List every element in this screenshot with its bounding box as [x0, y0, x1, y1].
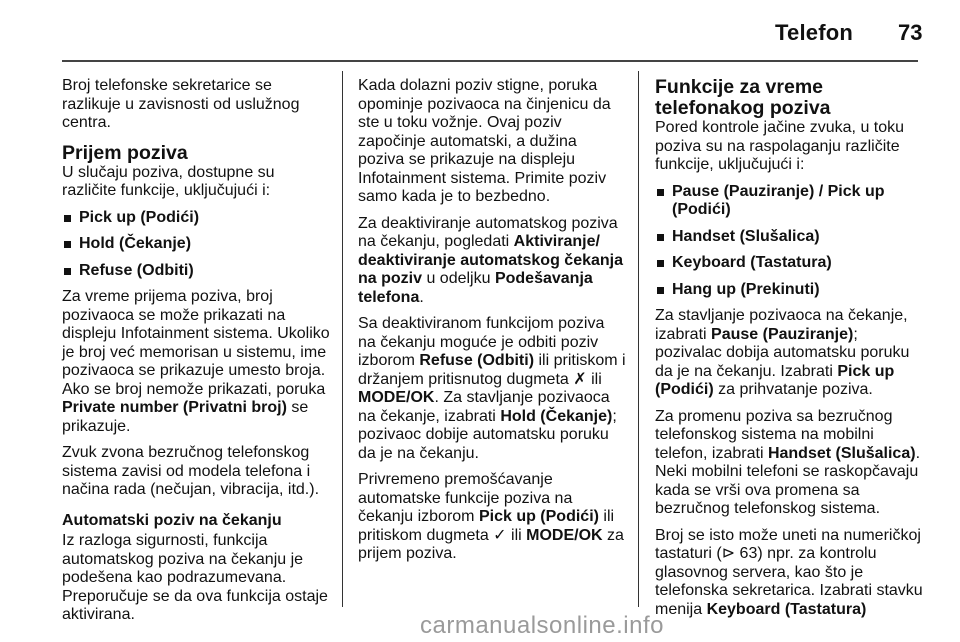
list-item: Hold (Čekanje) [62, 235, 330, 254]
paragraph: Kada dolazni poziv stigne, poruka opominje pozivaoca na činjenicu da ste u toku vožnje. Ovaj poziv započinje automatski, a dužina poziva se prikazuje na displeju Infotainment sistema. Primite poziv samo kada je to bezbedno. [358, 77, 611, 205]
watermark: carmanualsonline.info [420, 612, 664, 639]
pick-up-icon: ✓ [493, 526, 507, 544]
paragraph: Za stavljanje pozivaoca na čekanje, izabrati Pause (Pauziranje); pozivalac dobija automatsku poruku da je na čekanju. Izabrati Pick up (Podići) za prihvatanje poziva. [655, 307, 910, 398]
reference-arrow-icon: ⊳ [721, 545, 736, 562]
list-item: Pause (Pauziranje) / Pick up (Podići) [655, 183, 923, 220]
paragraph: Za deaktiviranje automatskog poziva na čekanju, pogledati Aktiviranje/ deaktiviranje automatskog čekanja na poziv u odeljku Podešavanja telefona. [358, 214, 623, 306]
bullet-icon [657, 287, 664, 294]
list-item: Refuse (Odbiti) [62, 262, 330, 281]
page-number: 73 [898, 20, 923, 45]
paragraph: Privremeno premošćavanje automatske funkcije poziva na čekanju izborom Pick up (Podići) ili pritiskom dugmeta ✓ ili MODE/OK za prijem poziva. [358, 471, 624, 562]
list-item: Pick up (Podići) [62, 209, 330, 228]
column-1 [62, 77, 330, 633]
column-divider [342, 71, 343, 607]
bullet-icon [64, 241, 71, 248]
page-header-title: Telefon [775, 20, 853, 45]
bullet-icon [64, 215, 71, 222]
section-heading-receive-call: Prijem poziva [62, 141, 188, 164]
paragraph: Broj se isto može uneti na numeričkoj tastaturi (⊳ 63) npr. za kontrolu glasovnog servera, kao što je telefonska sekretarica. Izabrati stavku menija Keyboard (Tastatura) [655, 526, 923, 618]
list-item: Handset (Slušalica) [655, 228, 923, 247]
paragraph: Sa deaktiviranom funkcijom poziva na čekanju moguće je odbiti poziv izborom Refuse (Odbiti) ili pritiskom i držanjem pritisnutog dugmeta ✗ ili MODE/OK. Za stavljanje pozivaoca na čekanje, izabrati Hold (Čekanje); pozivaoc dobije automatsku poruku da je na čekanju. [358, 315, 626, 462]
column-divider [638, 71, 639, 607]
bullet-icon [657, 260, 664, 267]
list-item: Keyboard (Tastatura) [655, 254, 923, 273]
paragraph: Iz razloga sigurnosti, funkcija automatskog poziva na čekanju je podešena kao podrazumevana. Preporučuje se da ova funkcija ostaje aktivirana. [62, 532, 328, 623]
bullet-icon [64, 268, 71, 275]
subheading-auto-call-waiting: Automatski poziv na čekanju [62, 511, 282, 529]
bullet-icon [657, 234, 664, 241]
paragraph: Zvuk zvona bezručnog telefonskog sistema zavisi od modela telefona i načina rada (nečujan, vibracija, itd.). [62, 444, 320, 498]
column-2 [358, 77, 626, 572]
list-item: Hang up (Prekinuti) [655, 281, 923, 300]
paragraph: Broj telefonske sekretarice se razlikuje u zavisnosti od uslužnog centra. [62, 77, 300, 131]
section-heading-call-functions: Funkcije za vreme telefonakog poziva [655, 76, 831, 119]
paragraph: Za vreme prijema poziva, broj pozivaoca se može prikazati na displeju Infotainment sistema. Ukoliko je broj već memorisan u sistemu, ime pozivaoca se prikazuje umesto broja. Ako se broj nemože prikazati, poruka Private number (Privatni broj) se prikazuje. [62, 288, 330, 435]
header-divider [62, 60, 918, 62]
paragraph: Za promenu poziva sa bezručnog telefonskog sistema na mobilni telefon, izabrati Handset (Slušalica). Neki mobilni telefoni se raskopčavaju kada se vrši ova promena sa bezručnog telefonskog sistema. [655, 407, 921, 517]
bullet-icon [657, 189, 664, 196]
hang-up-icon: ✗ [573, 370, 587, 388]
column-3 [655, 77, 923, 627]
paragraph: Pored kontrole jačine zvuka, u toku poziva su na raspolaganju različite funkcije, uključujući i: [655, 119, 905, 173]
paragraph: U slučaju poziva, dostupne su različite funkcije, uključujući i: [62, 163, 275, 199]
